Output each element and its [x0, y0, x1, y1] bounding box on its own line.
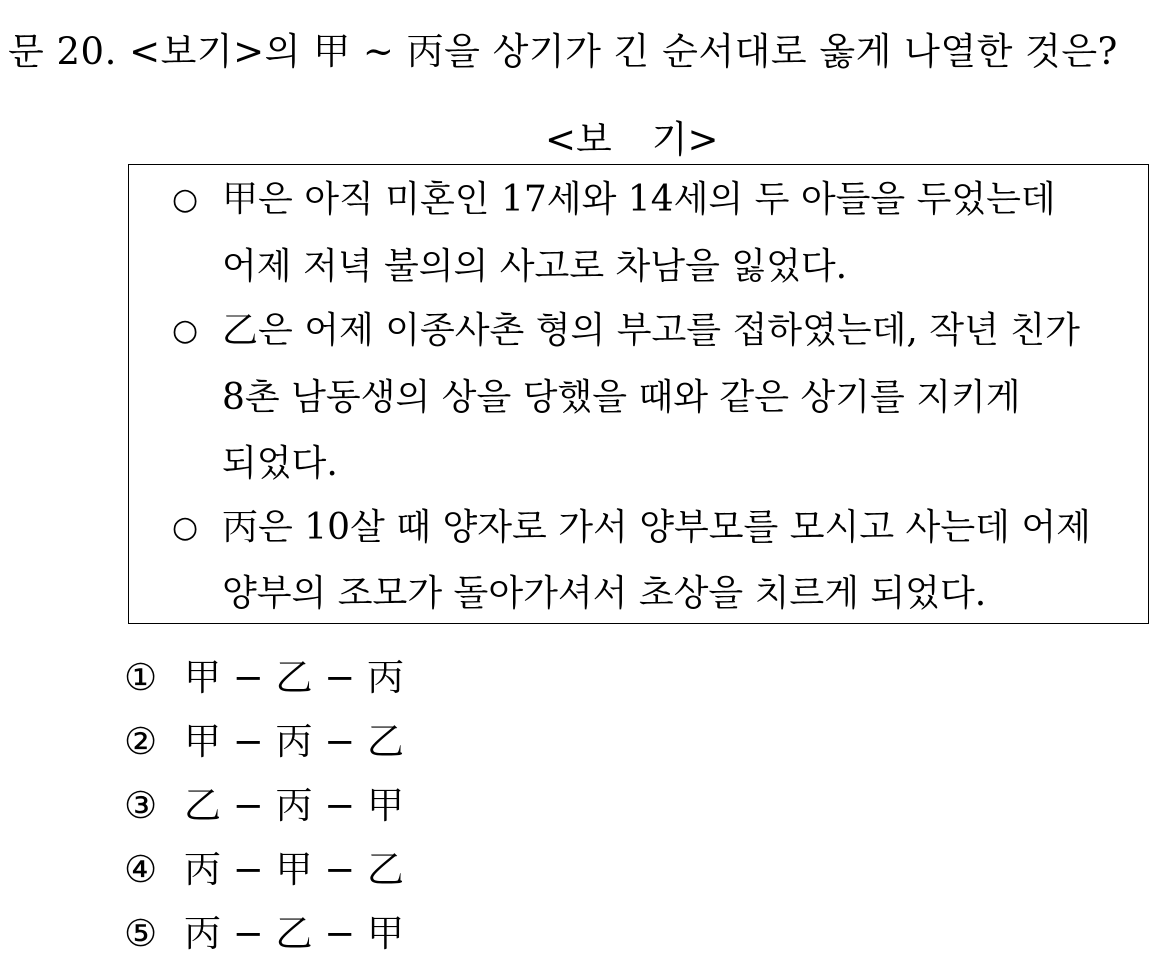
- choice-text: 丙 − 甲 − 乙: [184, 848, 405, 891]
- question-text: 문 20. <보기>의 甲 ~ 丙을 상기가 긴 순서대로 옳게 나열한 것은?: [8, 30, 1118, 73]
- choice-number: ④: [124, 848, 158, 891]
- bogi-title-left: <보: [545, 118, 612, 161]
- bogi-item-2-line-2: 8촌 남동생의 상을 당했을 때와 같은 상기를 지키게: [222, 377, 1021, 418]
- choice-text: 甲 − 乙 − 丙: [184, 656, 405, 699]
- choice-text: 甲 − 丙 − 乙: [184, 720, 405, 763]
- choice-number: ⑤: [124, 912, 158, 955]
- bullet-icon: ○: [172, 313, 199, 348]
- bullet-icon: ○: [172, 510, 199, 545]
- bogi-item-3-line-1: 丙은 10살 때 양자로 가서 양부모를 모시고 사는데 어제: [222, 507, 1091, 548]
- choice-text: 丙 − 乙 − 甲: [184, 912, 405, 955]
- choice-number: ②: [124, 720, 158, 763]
- bogi-title-right: 기>: [651, 118, 719, 161]
- choice-3[interactable]: [124, 782, 404, 830]
- bogi-title: [535, 116, 729, 164]
- bogi-item-3-line-2: 양부의 조모가 돌아가셔서 초상을 치르게 되었다.: [222, 573, 987, 614]
- choice-4[interactable]: [124, 846, 404, 894]
- bogi-item-2-line-3: 되었다.: [222, 443, 338, 484]
- choice-number: ③: [124, 784, 158, 827]
- choice-number: ①: [124, 656, 158, 699]
- choice-text: 乙 − 丙 − 甲: [184, 784, 405, 827]
- bullet-icon: ○: [172, 182, 199, 217]
- bogi-item-2-line-1: 乙은 어제 이종사촌 형의 부고를 접하였는데, 작년 친가: [222, 310, 1080, 351]
- choice-2[interactable]: [124, 718, 404, 766]
- bogi-item-1-line-1: 甲은 아직 미혼인 17세와 14세의 두 아들을 두었는데: [222, 179, 1056, 220]
- bogi-item-1-line-2: 어제 저녁 불의의 사고로 차남을 잃었다.: [222, 246, 848, 287]
- choice-5[interactable]: [124, 910, 404, 958]
- choice-1[interactable]: [124, 654, 404, 702]
